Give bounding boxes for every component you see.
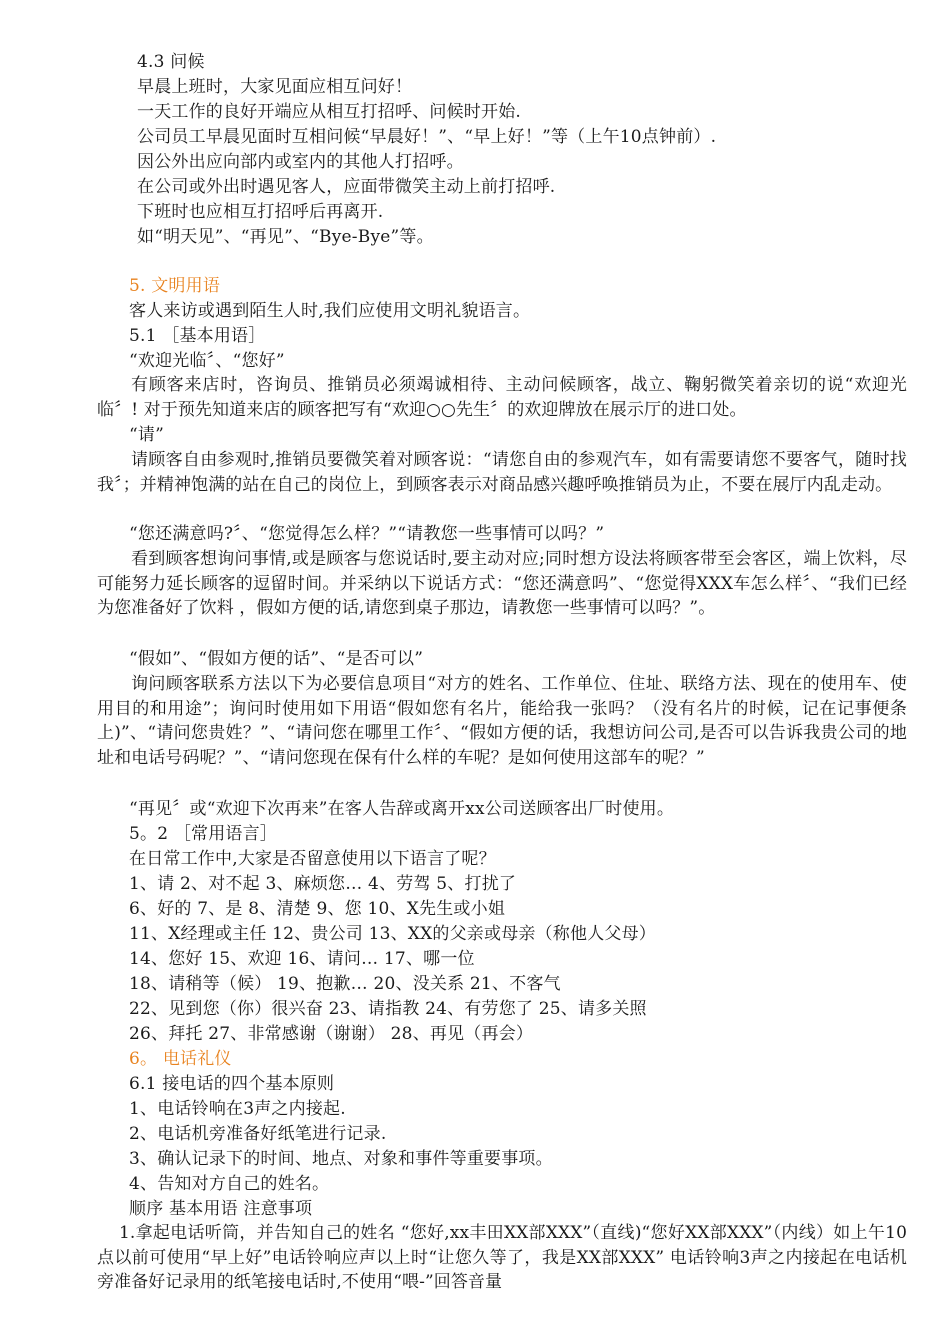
common-phrases-line-7: 26、拜托 27、非常感谢（谢谢） 28、再见（再会） [129,1024,534,1044]
greeting-line-6: 下班时也应相互打招呼后再离开. [137,202,384,222]
phrase-goodbye: “再见〞或“欢迎下次再来”在客人告辞或离开xx公司送顾客出厂时使用。 [129,799,675,819]
paragraph-contact-info: 询问顾客联系方法以下为必要信息项目“对方的姓名、工作单位、住址、联络方法、现在的使用车、使用目的和用途”；询问时使用如下用语“假如您有名片，能给我一张吗？（没有名片的时候，记在记事便条上)”、“请问您贵姓？”、“请问您在哪里工作〞、“假如方便的话，我想访问公司,是否可以告诉我贵公司的地址和电话号码呢？”、“请问您现在保有什么样的车呢？是如何使用这部车的呢？” [97,674,907,768]
section-6-1-title: 6.1 接电话的四个基本原则 [129,1074,335,1094]
paragraph-please: 请顾客自由参观时,推销员要微笑着对顾客说：“请您自由的参观汽车，如有需要请您不要客气，随时找我〞；并精神饱满的站在自己的岗位上，到顾客表示对商品感兴趣呼唤推销员为止，不要在展厅内乱走动。 [97,450,907,495]
section-6-heading: 6。 电话礼仪 [129,1049,232,1069]
phrase-satisfied: “您还满意吗?〞、“您觉得怎么样？”“请教您一些事情可以吗？” [129,524,605,544]
phone-rule-2: 2、电话机旁准备好纸笔进行记录. [129,1124,387,1144]
section-5-2-title: 5。2 ［常用语言］ [129,824,278,844]
common-phrases-line-2: 6、好的 7、是 8、清楚 9、您 10、X先生或小姐 [129,899,506,919]
phrase-if: “假如”、“假如方便的话”、“是否可以” [129,649,424,669]
phone-rule-4: 4、告知对方自己的姓名。 [129,1174,330,1194]
paragraph-satisfied: 看到顾客想询问事情,或是顾客与您说话时,要主动对应;同时想方设法将顾客带至会客区，端上饮料，尽可能努力延长顾客的逗留时间。并采纳以下说话方式：“您还满意吗”、“您觉得XXX车怎么样〞、“我们已经为您准备好了饮料 ，假如方便的话,请您到桌子那边，请教您一些事情可以吗？”。 [97,549,907,618]
section-4-3-title: 4.3 问候 [137,52,205,72]
section-5-heading: 5. 文明用语 [129,276,221,296]
common-phrases-line-5: 18、请稍等（候） 19、抱歉… 20、没关系 21、不客气 [129,974,561,994]
phone-table-row-1: 1.拿起电话听筒，并告知自己的姓名 “您好,xx丰田XX部XXX”（直线)“您好XX部XXX”（内线）如上午10点以前可使用“早上好”电话铃响应声以上时“让您久等了，我是XX部XXX” 电话铃响3声之内接起在电话机旁准备好记录用的纸笔接电话时,不使用“喂-”回答音量 [97,1223,907,1292]
common-phrases-line-6: 22、见到您（你）很兴奋 23、请指教 24、有劳您了 25、请多关照 [129,999,647,1019]
greeting-line-5: 在公司或外出时遇见客人，应面带微笑主动上前打招呼. [137,177,556,197]
common-phrases-line-4: 14、您好 15、欢迎 16、请问… 17、哪一位 [129,949,475,969]
phone-table-header: 顺序 基本用语 注意事项 [129,1199,313,1219]
greeting-line-3: 公司员工早晨见面时互相问候“早晨好！”、“早上好！”等（上午10点钟前）. [137,127,717,147]
common-phrases-line-3: 11、X经理或主任 12、贵公司 13、XX的父亲或母亲（称他人父母） [129,924,657,944]
paragraph-welcome: 有顾客来店时，咨询员、推销员必须竭诚相待、主动问候顾客，战立、鞠躬微笑着亲切的说“欢迎光临〞! 对于预先知道来店的顾客把写有“欢迎○○先生〞的欢迎牌放在展示厅的进口处。 [97,375,907,420]
section-5-intro: 客人来访或遇到陌生人时,我们应使用文明礼貌语言。 [129,301,531,321]
phone-rule-1: 1、电话铃响在3声之内接起. [129,1099,346,1119]
phrase-please: “请” [129,425,164,445]
section-5-2-intro: 在日常工作中,大家是否留意使用以下语言了呢？ [129,849,496,869]
greeting-line-1: 早晨上班时，大家见面应相互问好！ [137,77,413,97]
phone-rule-3: 3、确认记录下的时间、地点、对象和事件等重要事项。 [129,1149,553,1169]
greeting-line-4: 因公外出应向部内或室内的其他人打招呼。 [137,152,464,172]
common-phrases-line-1: 1、请 2、对不起 3、麻烦您… 4、劳驾 5、打扰了 [129,874,517,894]
greeting-line-7: 如“明天见”、“再见”、“Bye-Bye”等。 [137,227,434,247]
phrase-welcome: “欢迎光临〞、“您好” [129,351,285,371]
greeting-line-2: 一天工作的良好开端应从相互打招呼、问候时开始. [137,102,522,122]
section-5-1-title: 5.1 ［基本用语］ [129,326,266,346]
